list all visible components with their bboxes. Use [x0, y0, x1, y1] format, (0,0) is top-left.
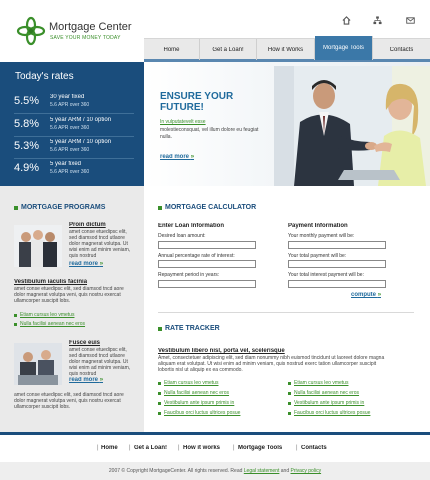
- program-read-more-link[interactable]: [69, 377, 103, 383]
- total-payment-field[interactable]: [288, 260, 386, 268]
- nav-how-it-works[interactable]: [257, 39, 315, 60]
- tracker-link[interactable]: [288, 400, 364, 406]
- double-chevron-icon: »: [99, 377, 104, 383]
- bullet-square-icon: [158, 327, 162, 331]
- rate-row[interactable]: [14, 92, 134, 114]
- tracker-link-label: Vestibulum ante ipsum primis in: [164, 400, 235, 406]
- repayment-period-input[interactable]: [158, 280, 256, 288]
- nav-contacts[interactable]: [373, 39, 430, 60]
- hero-title-line1: ENSURE YOUR: [160, 91, 234, 102]
- double-chevron-icon: »: [99, 261, 104, 267]
- copyright-text: 2007 © Copyright MortgageCenter. All rights reserved. Read: [108, 468, 243, 474]
- interest-rate-input[interactable]: [158, 260, 256, 268]
- rate-value: 5.8%: [14, 118, 40, 130]
- tracker-link[interactable]: [158, 390, 229, 396]
- tracker-link[interactable]: [158, 380, 218, 386]
- hero-link[interactable]: In vulputatevelt esse: [160, 119, 206, 125]
- double-chevron-icon: »: [377, 292, 382, 298]
- rates-title: Today's rates: [15, 71, 74, 82]
- rate-apr: 5.6 APR over 360: [50, 125, 90, 131]
- hero-title-line2: FUTURE!: [160, 102, 204, 113]
- footer-nav: [0, 432, 430, 462]
- nav-home[interactable]: [144, 39, 200, 60]
- rate-row[interactable]: [14, 137, 134, 159]
- brand-tagline: SAVE YOUR MONEY TODAY: [50, 35, 121, 41]
- hero-read-more-label: read more: [160, 154, 190, 160]
- program-bottom-text: amet conse etuedipsc elit, sed diamsod tncd aore dolor magnerat volutpa veni, quis nostru exercat ullamcorper suscipit lobs.: [14, 392, 124, 410]
- nav-mortgage-tools[interactable]: [315, 36, 373, 60]
- home-icon[interactable]: [340, 14, 352, 26]
- copyright-and: and: [280, 468, 290, 474]
- nav-get-a-loan[interactable]: [200, 39, 257, 60]
- rate-value: 4.9%: [14, 162, 40, 174]
- compute-button[interactable]: [351, 292, 381, 298]
- footer-separator: |: [233, 445, 235, 451]
- bullet-icon: [158, 382, 161, 385]
- bullet-icon: [288, 412, 291, 415]
- footer-link-contacts[interactable]: Contacts: [301, 445, 327, 451]
- program-read-more-link[interactable]: [69, 261, 103, 267]
- bullet-icon: [158, 402, 161, 405]
- programs-title-label: MORTGAGE PROGRAMS: [21, 204, 106, 211]
- bullet-icon: [288, 382, 291, 385]
- bullet-icon: [14, 314, 17, 317]
- tracker-link[interactable]: [288, 410, 370, 416]
- rate-name: 30 year fixed: [50, 94, 85, 100]
- repayment-period-label: Repayment period in years:: [158, 272, 220, 278]
- tracker-link[interactable]: [158, 410, 240, 416]
- bullet-icon: [158, 392, 161, 395]
- hero-photo: [274, 66, 430, 186]
- program-heading-link[interactable]: Proin dictum: [69, 222, 106, 228]
- rate-row[interactable]: [14, 159, 134, 181]
- sitemap-icon[interactable]: [371, 14, 383, 26]
- bullet-square-icon: [158, 206, 162, 210]
- email-icon[interactable]: [404, 14, 416, 26]
- tracker-heading-link[interactable]: Vestibulum libero nisl, porta vel, scelerisque: [158, 348, 285, 354]
- hero-text: molestieconsquat, vel illum dolore eu feugiat nulla.: [160, 127, 259, 140]
- nav-contacts-label: Contacts: [389, 46, 414, 53]
- bullet-icon: [288, 392, 291, 395]
- tracker-link[interactable]: [288, 380, 348, 386]
- monthly-payment-label: Your monthly payment will be:: [288, 233, 355, 239]
- tracker-link-label: Faucibus orci luctus ultrices posue: [294, 410, 371, 416]
- calculator-title-label: MORTGAGE CALCULATOR: [165, 204, 257, 211]
- main-nav: [144, 38, 430, 62]
- footer-link-how-it-works[interactable]: How it works: [183, 445, 221, 451]
- bullet-icon: [14, 323, 17, 326]
- privacy-policy-link[interactable]: Privacy policy: [290, 468, 322, 474]
- program-text: amet conse etuedipsc elit, sed diamsod tncd utlaore dolor magnerat volutpa. Ut wisi enim ad minim veniam, quis nostrud: [69, 347, 131, 377]
- rate-apr: 5.6 APR over 360: [50, 147, 90, 153]
- programs-title: [14, 204, 105, 211]
- total-interest-label: Your total interest payment will be:: [288, 272, 364, 278]
- tracker-link-label: Vestibulum ante ipsum primis in: [294, 400, 365, 406]
- program-subheading-link[interactable]: Vestibulum iaculis facinia: [14, 279, 88, 285]
- footer-separator: |: [178, 445, 180, 451]
- payment-info-header: Payment Information: [288, 223, 348, 229]
- rate-apr: 5.6 APR over 360: [50, 169, 90, 175]
- program-link[interactable]: [14, 312, 74, 318]
- loan-info-header: Enter Loan Information: [158, 223, 224, 229]
- total-interest-field[interactable]: [288, 280, 386, 288]
- rate-row[interactable]: [14, 115, 134, 137]
- nav-mortgage-tools-label: Mortgage Tools: [323, 45, 364, 51]
- footer-link-get-a-loan[interactable]: Get a Loan!: [134, 445, 168, 451]
- footer-separator: |: [129, 445, 131, 451]
- loan-amount-label: Desired loan amount:: [158, 233, 206, 239]
- program-read-more-label: read more: [69, 261, 99, 267]
- rate-value: 5.3%: [14, 140, 40, 152]
- divider: [158, 312, 414, 313]
- footer-separator: |: [296, 445, 298, 451]
- copyright-bar: [0, 462, 430, 480]
- tracker-link-label: Etiam cursus leo vmetus: [294, 380, 349, 386]
- double-chevron-icon: »: [190, 154, 195, 160]
- tracker-link[interactable]: [288, 390, 359, 396]
- footer-link-mortgage-tools[interactable]: Mortgage Tools: [238, 445, 283, 451]
- loan-amount-input[interactable]: [158, 241, 256, 249]
- rate-apr: 5.6 APR over 360: [50, 102, 90, 108]
- tracker-text: Amet, consectetuer adipiscing elit, sed diam nonummy nibh euismod tincidunt ut laoreet dolore magna aliquam erat volutpat. Ut wisi enim ad minim veniam, quis nostrud exerc tation ullamcorper suscipit lobortis nisl ut aliquip ex ea commodo.: [158, 355, 385, 373]
- bullet-icon: [288, 402, 291, 405]
- program-link[interactable]: [14, 321, 85, 327]
- hero-read-more-link[interactable]: [160, 154, 194, 160]
- monthly-payment-field[interactable]: [288, 241, 386, 249]
- program-photo: [14, 343, 62, 385]
- interest-rate-label: Annual percentage rate of interest:: [158, 253, 235, 259]
- program-mid-text: amet conse etuedipsc elit, sed diamsod tncd aore dolor magnerat volutpa veni, quis nostru exercat ullamcorper suscipit lobs.: [14, 286, 124, 304]
- legal-statement-link[interactable]: Legal statement: [243, 468, 280, 474]
- logo-mark-icon: [16, 16, 46, 46]
- rate-value: 5.5%: [14, 95, 40, 107]
- brand-name: Mortgage Center: [49, 21, 132, 33]
- footer-link-home[interactable]: Home: [101, 445, 118, 451]
- tracker-link[interactable]: [158, 400, 234, 406]
- tracker-link-label: Faucibus orci luctus ultrices posue: [164, 410, 241, 416]
- program-read-more-label: read more: [69, 377, 99, 383]
- todays-rates-panel: [0, 62, 144, 186]
- footer-separator: |: [97, 445, 99, 451]
- program-heading-link[interactable]: Fusce euis: [69, 340, 101, 346]
- rate-name: 5 year fixed: [50, 161, 82, 167]
- tracker-link-label: Etiam cursus leo vmetus: [164, 380, 219, 386]
- program-text: amet conse etuedipsc elit, sed diamsod tncd utlaore dolor magnerat volutpa. Ut wisi enim ad minim veniam, quis nostrud: [69, 229, 131, 259]
- tracker-link-label: Nulla facilisi aenean nec eros: [294, 390, 360, 396]
- tracker-link-label: Nulla facilisi aenean nec eros: [164, 390, 230, 396]
- program-link-label: Nulla facilisi aenean nec eros: [20, 321, 86, 327]
- tracker-title: [158, 325, 220, 332]
- nav-get-a-loan-label: Get a Loan!: [212, 46, 244, 53]
- compute-label: compute: [351, 292, 377, 298]
- bullet-square-icon: [14, 206, 18, 210]
- nav-how-it-works-label: How it Works: [267, 46, 304, 53]
- rate-name: 5 year ARM / 10 option: [50, 117, 112, 123]
- calculator-title: [158, 204, 256, 211]
- tracker-title-label: RATE TRACKER: [165, 325, 220, 332]
- rate-name: 5 year ARM / 10 option: [50, 139, 112, 145]
- program-link-label: Etiam cursus leo vmetus: [20, 312, 75, 318]
- total-payment-label: Your total payment will be:: [288, 253, 347, 259]
- program-photo: [14, 225, 62, 267]
- hero-title: [160, 91, 260, 113]
- bullet-icon: [158, 412, 161, 415]
- nav-home-label: Home: [163, 46, 180, 53]
